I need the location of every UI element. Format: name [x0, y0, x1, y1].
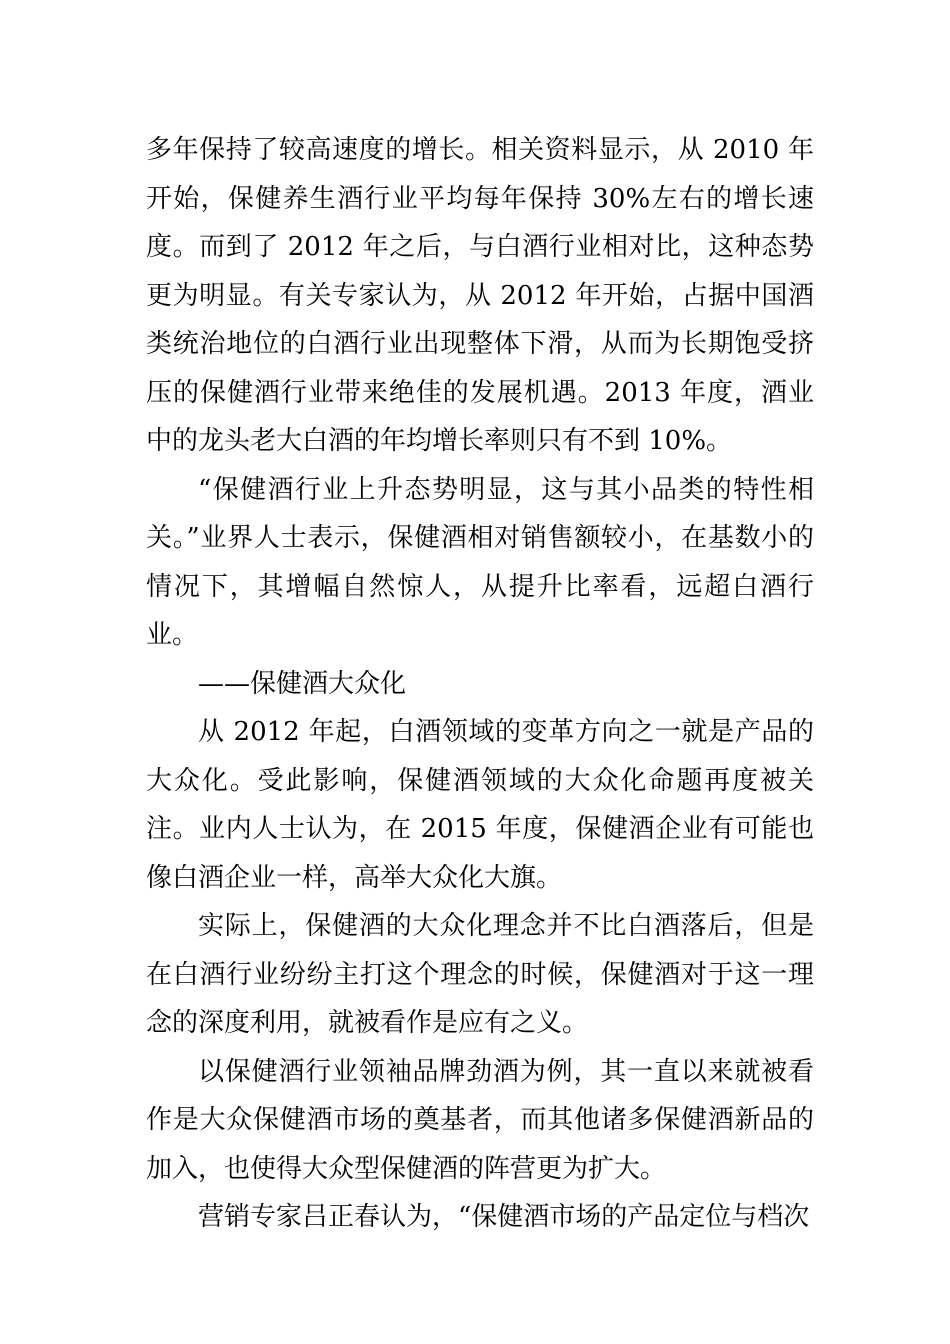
paragraph-1: 多年保持了较高速度的增长。相关资料显示，从 2010 年开始，保健养生酒行业平均每年保持 30%左右的增长速度。而到了 2012 年之后，与白酒行业相对比，这种态势更为明显。有关专家认为，从 2012 年开始，占据中国酒类统治地位的白酒行业出现整体下滑，从而为长期饱受挤压的保健酒行业带来绝佳的发展机遇。2013 年度，酒业中的龙头老大白酒的年均增长率则只有不到 10%。	[146, 135, 814, 456]
paragraph-2: “保健酒行业上升态势明显，这与其小品类的特性相关。”业界人士表示，保健酒相对销售额较小，在基数小的情况下，其增幅自然惊人，从提升比率看，远超白酒行业。	[146, 474, 814, 650]
paragraph-3: 从 2012 年起，白酒领域的变革方向之一就是产品的大众化。受此影响，保健酒领域的大众化命题再度被关注。业内人士认为，在 2015 年度，保健酒企业有可能也像白酒企业一样，高举大众化大旗。	[146, 717, 814, 893]
section-heading: ——保健酒大众化	[198, 668, 407, 699]
paragraph-4: 实际上，保健酒的大众化理念并不比白酒落后，但是在白酒行业纷纷主打这个理念的时候，保健酒对于这一理念的深度利用，就被看作是应有之义。	[146, 911, 814, 1038]
paragraph-5: 以保健酒行业领袖品牌劲酒为例，其一直以来就被看作是大众保健酒市场的奠基者，而其他诸多保健酒新品的加入，也使得大众型保健酒的阵营更为扩大。	[146, 1056, 814, 1184]
paragraph-6: 营销专家吕正春认为，“保健酒市场的产品定位与档次	[198, 1202, 810, 1232]
document-body	[146, 126, 814, 1242]
